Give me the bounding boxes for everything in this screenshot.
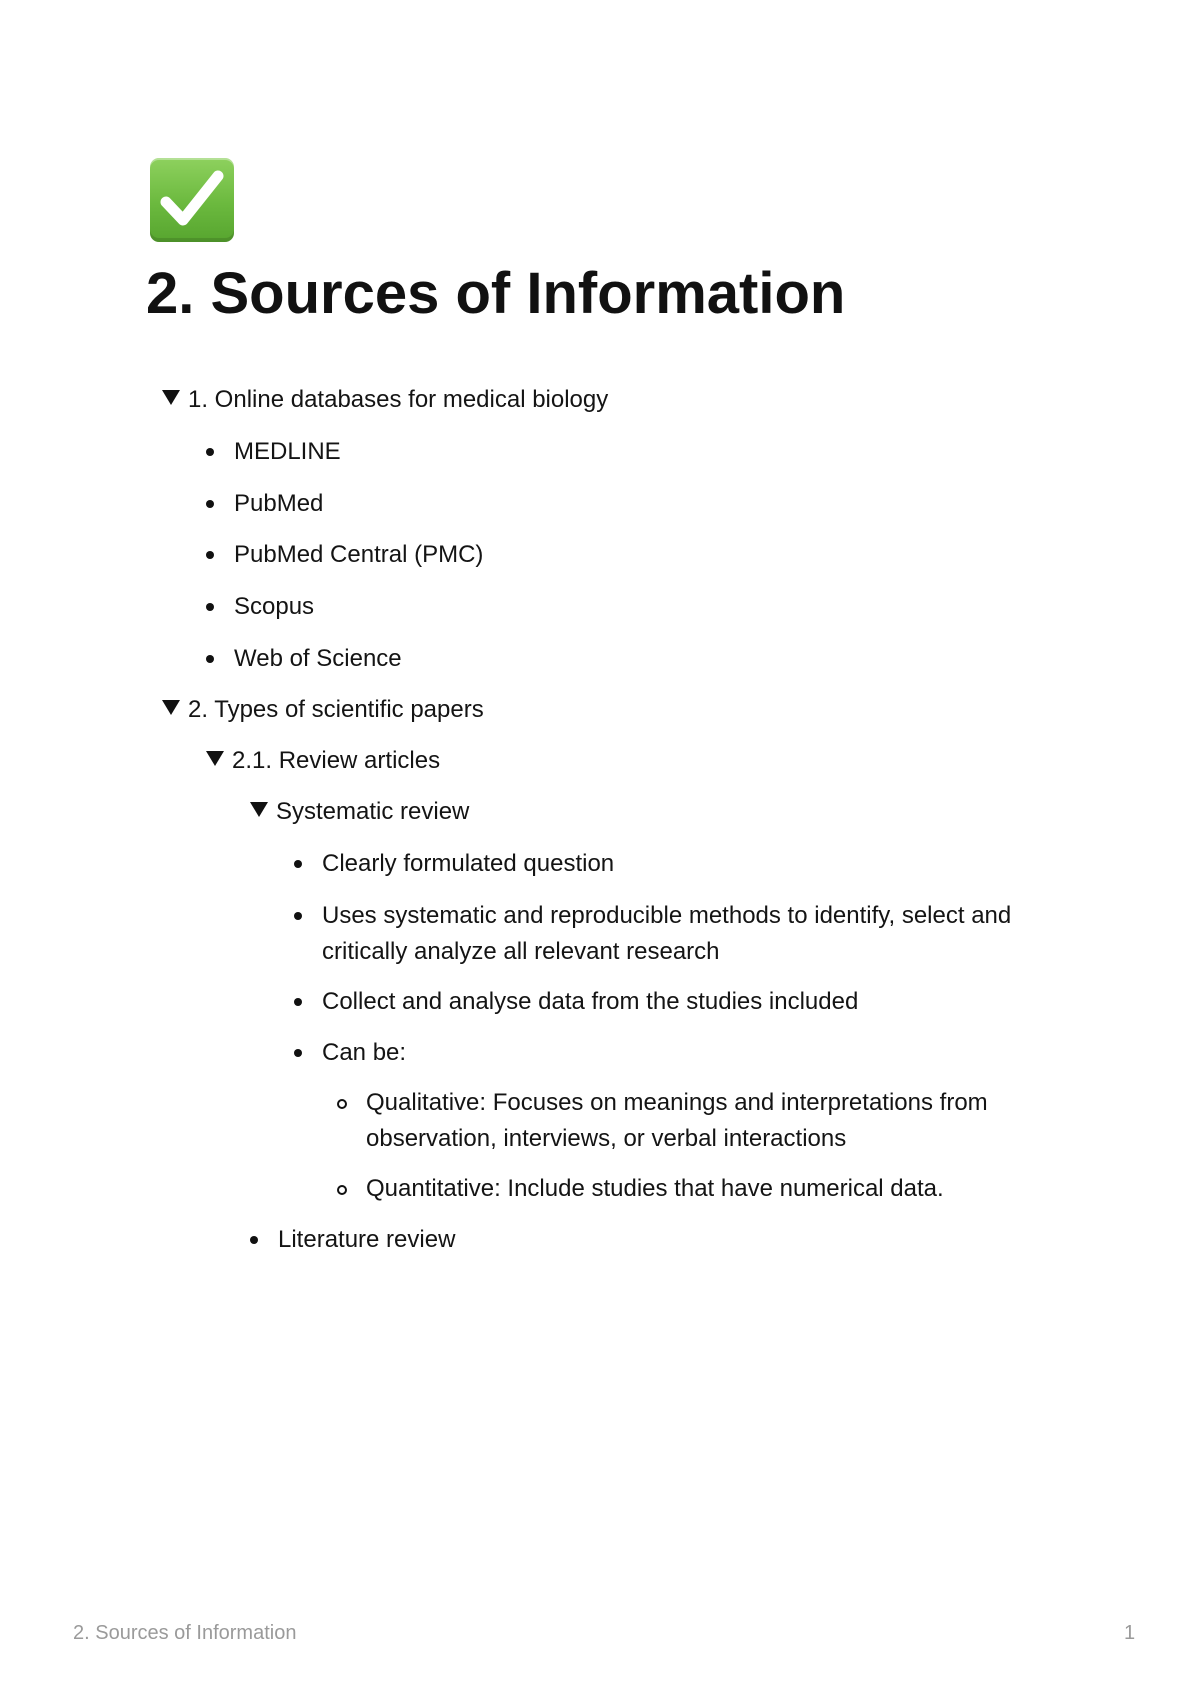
list-item: Web of Science	[234, 645, 402, 672]
bullet-icon	[206, 551, 214, 559]
toggle-triangle-icon[interactable]	[250, 802, 268, 817]
list-item: Quantitative: Include studies that have numerical data.	[366, 1175, 944, 1202]
toggle-triangle-icon[interactable]	[162, 700, 180, 715]
toggle-section-online-databases[interactable]	[162, 382, 608, 418]
toggle-label: 2. Types of scientific papers	[188, 696, 484, 723]
list-item: MEDLINE	[234, 438, 341, 465]
check-mark-button-icon	[150, 158, 234, 242]
bullet-icon	[206, 448, 214, 456]
list-item: Can be:	[322, 1039, 407, 1066]
toggle-triangle-icon[interactable]	[206, 751, 224, 766]
bullet-icon	[294, 998, 302, 1006]
list-item: PubMed	[234, 490, 324, 517]
bullet-icon	[294, 860, 302, 868]
bullet-icon	[294, 1049, 302, 1057]
page-number: 1	[1124, 1622, 1136, 1644]
list-item: Literature review	[278, 1226, 456, 1253]
list-item: Clearly formulated question	[322, 850, 615, 877]
hollow-bullet-icon	[337, 1185, 347, 1195]
bullet-icon	[206, 500, 214, 508]
list-item: Scopus	[234, 593, 315, 620]
list-item: Qualitative: Focuses on meanings and interpretations from observation, interviews, or verbal interactions	[366, 1089, 988, 1152]
bullet-icon	[206, 603, 214, 611]
toggle-section-review-articles[interactable]	[206, 743, 440, 779]
bullet-icon	[294, 912, 302, 920]
toggle-label: Systematic review	[276, 798, 470, 825]
footer-title: 2. Sources of Information	[73, 1622, 297, 1644]
bullet-icon	[250, 1236, 258, 1244]
list-item: Uses systematic and reproducible methods to identify, select and critically analyze all relevant research	[322, 902, 1012, 965]
toggle-triangle-icon[interactable]	[162, 390, 180, 405]
bullet-icon	[206, 655, 214, 663]
page-title: 2. Sources of Information	[146, 261, 846, 326]
toggle-label: 1. Online databases for medical biology	[188, 386, 609, 413]
toggle-section-types-of-papers[interactable]	[162, 692, 484, 728]
list-item: PubMed Central (PMC)	[234, 541, 484, 568]
hollow-bullet-icon	[337, 1099, 347, 1109]
toggle-systematic-review[interactable]	[250, 794, 469, 830]
list-item: Collect and analyse data from the studies included	[322, 988, 859, 1015]
toggle-label: 2.1. Review articles	[232, 747, 441, 774]
